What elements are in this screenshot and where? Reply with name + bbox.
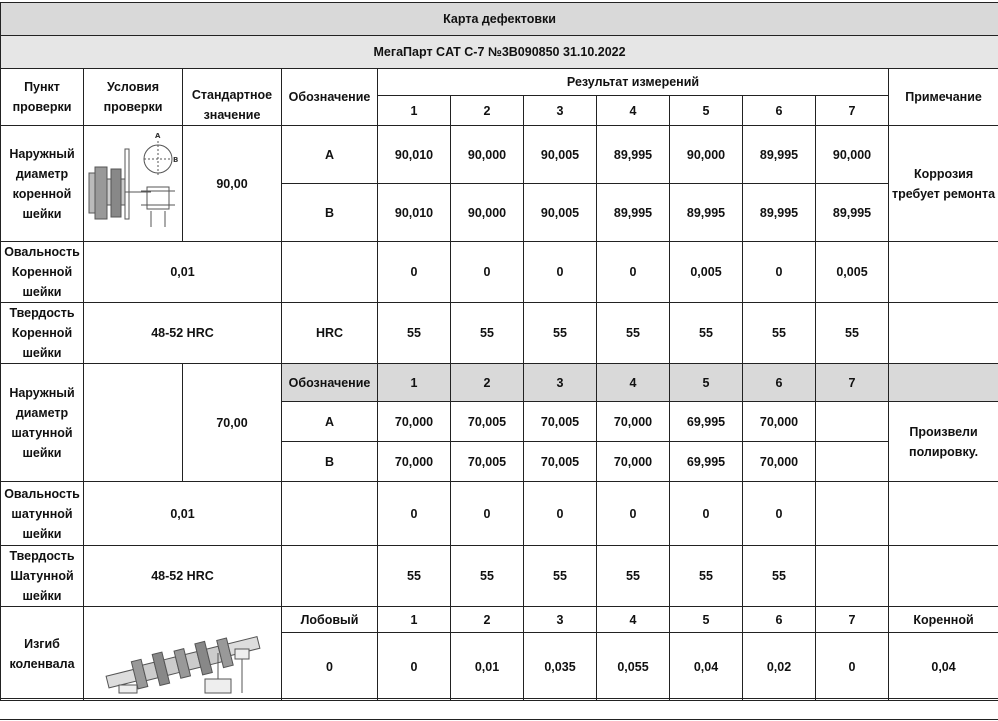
- main-diameter-b-6: 89,995: [743, 184, 816, 242]
- main-diameter-standard: 90,00: [183, 126, 282, 242]
- bend-header-col-7: 7: [816, 607, 889, 633]
- header-col-1: 1: [378, 96, 451, 126]
- rod-diameter-header-row: [1, 364, 998, 402]
- rod-hardness-note: [889, 546, 998, 607]
- bend-header-note: Коренной: [889, 607, 998, 633]
- main-ovality-6: 0: [743, 242, 816, 303]
- main-hardness-3: 55: [524, 303, 597, 364]
- main-diameter-a-4: 89,995: [597, 126, 670, 184]
- crankshaft-measure-icon: [85, 129, 181, 239]
- rod-hardness-label: Твердость Шатунной шейки: [1, 546, 84, 607]
- card-subtitle: МегаПарт CAT C-7 №3В090850 31.10.2022: [1, 36, 998, 69]
- rod-ovality-5: 0: [670, 482, 743, 546]
- rod-diameter-conditions: [84, 364, 183, 482]
- bend-header-col-3: 3: [524, 607, 597, 633]
- svg-text:A: A: [155, 131, 161, 140]
- rod-ovality-4: 0: [597, 482, 670, 546]
- bend-2: 0,01: [451, 633, 524, 701]
- main-diameter-b-7: 89,995: [816, 184, 889, 242]
- rod-ovality-7: [816, 482, 889, 546]
- main-diameter-row-a: [1, 126, 998, 184]
- main-hardness-label: Твердость Коренной шейки: [1, 303, 84, 364]
- rod-diameter-b-2: 70,005: [451, 442, 524, 482]
- rod-diameter-b-6: 70,000: [743, 442, 816, 482]
- rod-diameter-b-5: 69,995: [670, 442, 743, 482]
- header-col-6: 6: [743, 96, 816, 126]
- header-designation: Обозначение: [282, 69, 378, 126]
- rod-hardness-1: 55: [378, 546, 451, 607]
- title-row: [1, 3, 998, 36]
- main-diameter-designation-b: B: [282, 184, 378, 242]
- rod-ovality-designation: [282, 482, 378, 546]
- main-ovality-2: 0: [451, 242, 524, 303]
- rod-diameter-b-1: 70,000: [378, 442, 451, 482]
- rod-diameter-b-3: 70,005: [524, 442, 597, 482]
- card-title: Карта дефектовки: [1, 3, 998, 36]
- main-ovality-note: [889, 242, 998, 303]
- rod-hardness-7: [816, 546, 889, 607]
- svg-text:B: B: [173, 155, 179, 164]
- header-conditions: Условия проверки: [84, 69, 183, 126]
- bend-designation-value: 0: [282, 633, 378, 701]
- main-hardness-7: 55: [816, 303, 889, 364]
- bend-note-value: 0,04: [889, 633, 998, 701]
- bend-5: 0,04: [670, 633, 743, 701]
- header-col-5: 5: [670, 96, 743, 126]
- bend-1: 0: [378, 633, 451, 701]
- main-hardness-5: 55: [670, 303, 743, 364]
- rod-diameter-designation-a: A: [282, 402, 378, 442]
- header-col-3: 3: [524, 96, 597, 126]
- rod-ovality-label: Овальность шатунной шейки: [1, 482, 84, 546]
- main-diameter-b-5: 89,995: [670, 184, 743, 242]
- rod-diameter-note: Произвели полировку.: [889, 402, 998, 482]
- bend-diagram: [84, 607, 282, 701]
- bend-header-designation: Лобовый: [282, 607, 378, 633]
- rod-header-col-6: 6: [743, 364, 816, 402]
- rod-ovality-6: 0: [743, 482, 816, 546]
- bend-3: 0,035: [524, 633, 597, 701]
- rod-header-col-7: 7: [816, 364, 889, 402]
- rod-header-col-4: 4: [597, 364, 670, 402]
- main-hardness-designation: HRC: [282, 303, 378, 364]
- rod-hardness-5: 55: [670, 546, 743, 607]
- rod-diameter-b-4: 70,000: [597, 442, 670, 482]
- main-diameter-designation-a: A: [282, 126, 378, 184]
- rod-ovality-standard: 0,01: [84, 482, 282, 546]
- bend-header-col-2: 2: [451, 607, 524, 633]
- rod-diameter-a-6: 70,000: [743, 402, 816, 442]
- bend-4: 0,055: [597, 633, 670, 701]
- main-diameter-label: Наружный диаметр коренной шейки: [1, 126, 84, 242]
- subtitle-row: [1, 36, 998, 69]
- rod-header-note: [889, 364, 998, 402]
- rod-header-col-5: 5: [670, 364, 743, 402]
- bend-header-col-6: 6: [743, 607, 816, 633]
- rod-diameter-b-7: [816, 442, 889, 482]
- rod-diameter-standard: 70,00: [183, 364, 282, 482]
- main-ovality-3: 0: [524, 242, 597, 303]
- header-col-7: 7: [816, 96, 889, 126]
- rod-header-col-3: 3: [524, 364, 597, 402]
- crankshaft-runout-icon: [85, 609, 281, 699]
- rod-ovality-1: 0: [378, 482, 451, 546]
- rod-ovality-note: [889, 482, 998, 546]
- rod-hardness-6: 55: [743, 546, 816, 607]
- bend-header-col-1: 1: [378, 607, 451, 633]
- rod-header-col-1: 1: [378, 364, 451, 402]
- main-diameter-a-5: 90,000: [670, 126, 743, 184]
- bend-header-row: [1, 607, 998, 633]
- main-ovality-4: 0: [597, 242, 670, 303]
- main-diameter-a-7: 90,000: [816, 126, 889, 184]
- main-ovality-standard: 0,01: [84, 242, 282, 303]
- main-ovality-5: 0,005: [670, 242, 743, 303]
- main-ovality-designation: [282, 242, 378, 303]
- rod-diameter-designation-b: B: [282, 442, 378, 482]
- main-hardness-row: [1, 303, 998, 364]
- main-diameter-a-2: 90,000: [451, 126, 524, 184]
- bend-header-col-4: 4: [597, 607, 670, 633]
- header-standard: Стандартное значение: [183, 69, 282, 126]
- rod-hardness-4: 55: [597, 546, 670, 607]
- main-hardness-2: 55: [451, 303, 524, 364]
- defect-card-table: [0, 2, 998, 701]
- header-row-1: [1, 69, 998, 96]
- main-ovality-label: Овальность Коренной шейки: [1, 242, 84, 303]
- main-hardness-note: [889, 303, 998, 364]
- main-hardness-standard: 48-52 HRC: [84, 303, 282, 364]
- rod-hardness-designation: [282, 546, 378, 607]
- main-ovality-7: 0,005: [816, 242, 889, 303]
- main-journal-diagram: [84, 126, 183, 242]
- rod-hardness-standard: 48-52 HRC: [84, 546, 282, 607]
- main-diameter-b-1: 90,010: [378, 184, 451, 242]
- rod-diameter-label: Наружный диаметр шатунной шейки: [1, 364, 84, 482]
- header-col-2: 2: [451, 96, 524, 126]
- main-diameter-a-1: 90,010: [378, 126, 451, 184]
- main-hardness-4: 55: [597, 303, 670, 364]
- rod-diameter-a-1: 70,000: [378, 402, 451, 442]
- rod-hardness-3: 55: [524, 546, 597, 607]
- bend-label: Изгиб коленвала: [1, 607, 84, 701]
- main-diameter-a-3: 90,005: [524, 126, 597, 184]
- rod-ovality-row: [1, 482, 998, 546]
- main-diameter-b-4: 89,995: [597, 184, 670, 242]
- main-diameter-b-3: 90,005: [524, 184, 597, 242]
- rod-diameter-a-2: 70,005: [451, 402, 524, 442]
- main-diameter-note: Коррозия требует ремонта: [889, 126, 998, 242]
- header-point: Пункт проверки: [1, 69, 84, 126]
- rod-diameter-a-7: [816, 402, 889, 442]
- bend-header-col-5: 5: [670, 607, 743, 633]
- rod-diameter-a-4: 70,000: [597, 402, 670, 442]
- rod-diameter-a-3: 70,005: [524, 402, 597, 442]
- rod-ovality-2: 0: [451, 482, 524, 546]
- main-diameter-b-2: 90,000: [451, 184, 524, 242]
- header-results: Результат измерений: [378, 69, 889, 96]
- main-ovality-1: 0: [378, 242, 451, 303]
- rod-hardness-row: [1, 546, 998, 607]
- rod-header-col-2: 2: [451, 364, 524, 402]
- rod-ovality-3: 0: [524, 482, 597, 546]
- main-diameter-a-6: 89,995: [743, 126, 816, 184]
- bend-6: 0,02: [743, 633, 816, 701]
- main-hardness-6: 55: [743, 303, 816, 364]
- bend-7: 0: [816, 633, 889, 701]
- rod-header-designation: Обозначение: [282, 364, 378, 402]
- main-ovality-row: [1, 242, 998, 303]
- header-col-4: 4: [597, 96, 670, 126]
- rod-hardness-2: 55: [451, 546, 524, 607]
- header-note: Примечание: [889, 69, 998, 126]
- empty-bottom-row: [0, 698, 998, 720]
- main-hardness-1: 55: [378, 303, 451, 364]
- rod-diameter-a-5: 69,995: [670, 402, 743, 442]
